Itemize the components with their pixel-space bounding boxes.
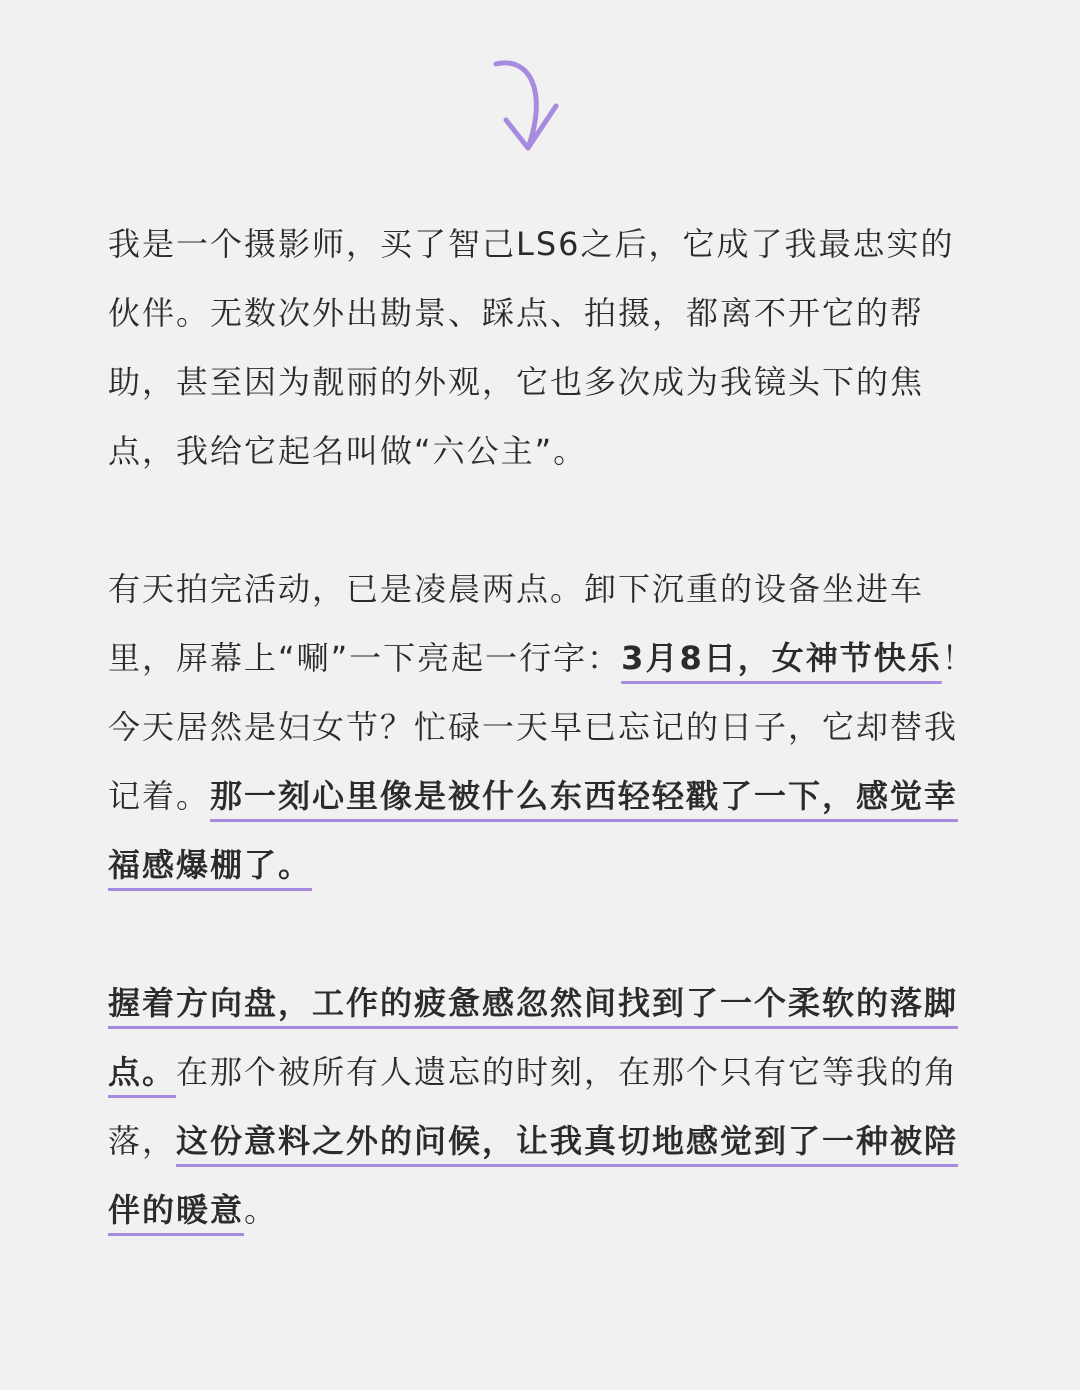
paragraph-2 xyxy=(108,555,978,900)
paragraph-3-end: 。 xyxy=(244,1191,279,1229)
paragraph-3 xyxy=(108,969,978,1245)
paragraph-2-text-2: ！今天居然是妇女节？忙碌一天早已忘记的日子，它却替我记着。 xyxy=(108,639,976,815)
highlight-greeting: 3月8日，女神节快乐 xyxy=(621,639,942,677)
paragraph-1-text: 我是一个摄影师，买了智己LS6之后，它成了我最忠实的伙伴。无数次外出勘景、踩点、拍摄，都离不开它的帮助，甚至因为靓丽的外观，它也多次成为我镜头下的焦点，我给它起名叫做“六公主”。 xyxy=(108,225,955,470)
paragraph-3-text-1: 在那个被所有人遗忘的时刻，在那个只有它等我的角落， xyxy=(108,1053,959,1160)
highlight-feeling: 那一刻心里像是被什么东西轻轻戳了一下，感觉幸福感爆棚了。 xyxy=(108,777,959,884)
article-body xyxy=(108,210,978,1245)
paragraph-2-text-1: 有天拍完活动，已是凌晨两点。卸下沉重的设备坐进车里，屏幕上“唰”一下亮起一行字： xyxy=(108,570,925,677)
paragraph-1 xyxy=(108,210,978,486)
highlight-steering-wheel: 握着方向盘，工作的疲惫感忽然间找到了一个柔软的落脚点。 xyxy=(108,984,959,1091)
curved-arrow-down-icon xyxy=(486,56,570,160)
highlight-greeting-warmth: 这份意料之外的问候，让我真切地感觉到了一种被陪伴的暖意 xyxy=(108,1122,959,1229)
